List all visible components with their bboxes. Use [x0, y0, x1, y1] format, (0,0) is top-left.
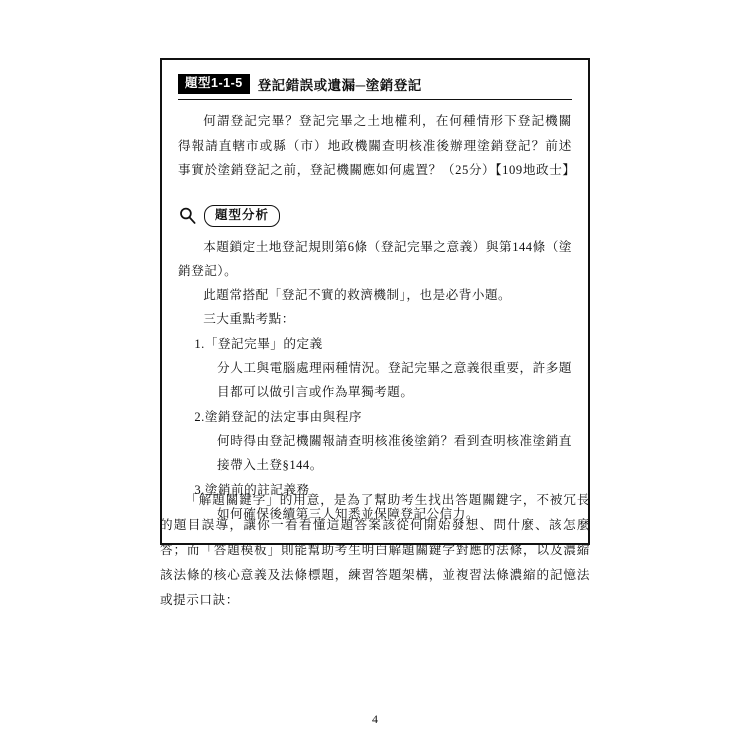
point-index-2: 2. [194, 410, 205, 425]
magnifier-icon [178, 206, 197, 225]
question-header [178, 74, 572, 100]
point-title-2 [178, 406, 572, 430]
analysis-header [178, 205, 572, 227]
point-title-1 [178, 333, 572, 357]
point-desc-1: 分人工與電腦處理兩種情況。登記完畢之意義很重要，許多題目都可以做引言或作為單獨考題。 [217, 361, 572, 400]
question-tag: 題型1-1-5 [178, 74, 250, 93]
question-body: 何謂登記完畢？登記完畢之土地權利，在何種情形下登記機關得報請直轄市或縣（市）地政機關查明核准後辦理塗銷登記？前述事實於塗銷登記之前，登記機關應如何處置？（25分）【109地政士】 [178, 114, 576, 178]
analysis-label: 題型分析 [204, 205, 280, 227]
analysis-paragraph-2: 此題常搭配「登記不實的救濟機制」，也是必背小題。 [203, 287, 512, 302]
question-title: 登記錯誤或遺漏─塗銷登記 [257, 78, 422, 93]
point-index-1: 1. [194, 337, 205, 352]
analysis-paragraph-1: 本題鎖定土地登記規則第6條（登記完畢之意義）與第144條（塗銷登記）。 [178, 239, 572, 278]
point-index-3: 3. [194, 482, 205, 497]
list-item [178, 406, 572, 478]
list-item [178, 333, 572, 405]
point-label-1: 「登記完畢」的定義 [204, 337, 323, 352]
point-label-2: 塗銷登記的法定事由與程序 [204, 410, 362, 425]
point-desc-2: 何時得由登記機關報請查明核准後塗銷？看到查明核准塗銷直接帶入土登§144。 [217, 434, 572, 472]
question-box [160, 58, 590, 545]
analysis-paragraph-3: 三大重點考點： [203, 312, 295, 327]
point-label-3: 塗銷前的註記義務 [204, 482, 310, 497]
page-number: 4 [372, 712, 378, 726]
closing-paragraph: 「解題關鍵字」的用意，是為了幫助考生找出答題關鍵字，不被冗長的題目誤導，讓你一看看懂這題答案該從何開始發想、問什麼、該怎麼答；而「答題模板」則能幫助考生明白解題關鍵字對應的法條，以及濃縮該法條的核心意義及法條標題，練習答題架構，並複習法條濃縮的記憶法或提示口訣： [160, 493, 590, 607]
analysis-section [178, 205, 572, 527]
point-desc-3: 如何確保後續第三人知悉並保障登記公信力。 [217, 506, 479, 521]
